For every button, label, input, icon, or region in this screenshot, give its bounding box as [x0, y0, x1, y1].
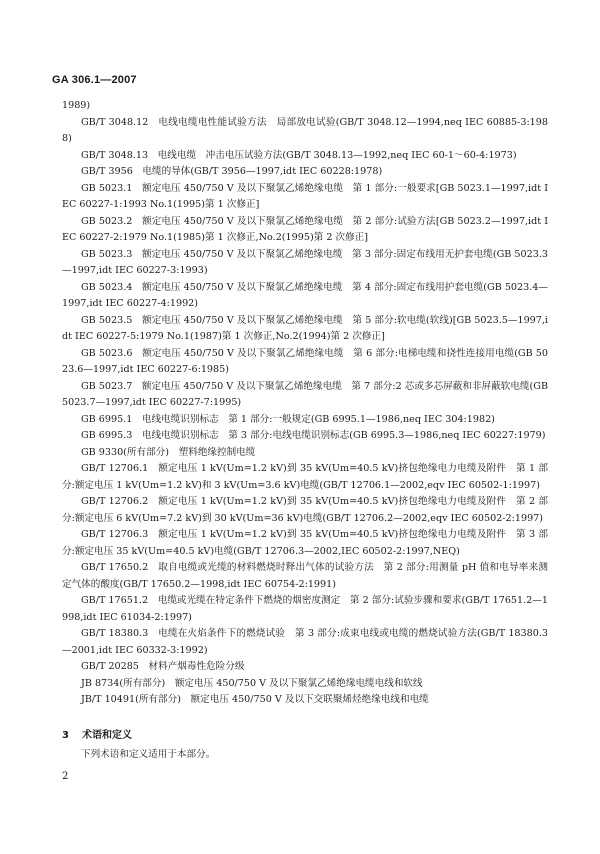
page-number: 2: [62, 771, 69, 782]
reference-item: GB/T 3956 电缆的导体(GB/T 3956—1997,idt IEC 60228:1978): [81, 166, 383, 177]
reference-item: GB/T 12706.2 额定电压 1 kV(Um=1.2 kV)到 35 kV(Um=40.5 kV)挤包绝缘电力电缆及附件 第 2 部分:额定电压 6 kV(Um=7.2 kV)到 30 kV(Um=36 kV)电缆(GB/T 12706.2—2002,eqv IEC 60502-2:1997): [62, 496, 548, 524]
reference-item: GB/T 12706.3 额定电压 1 kV(Um=1.2 kV)到 35 kV(Um=40.5 kV)挤包绝缘电力电缆及附件 第 3 部分:额定电压 35 kV(Um=40.5 kV)电缆(GB/T 12706.3—2002,IEC 60502-2:1997,NEQ): [62, 529, 548, 557]
section-number: 3: [62, 730, 69, 741]
reference-item: GB 5023.6 额定电压 450/750 V 及以下聚氯乙烯绝缘电缆 第 6 部分:电梯电缆和挠性连接用电缆(GB 5023.6—1997,idt IEC 60227-6:1985): [62, 347, 548, 375]
reference-item: GB 6995.3 电线电缆识别标志 第 3 部分:电线电缆识别标志(GB 6995.3—1986,neq IEC 60227:1979): [81, 430, 546, 441]
reference-item: JB/T 10491(所有部分) 额定电压 450/750 V 及以下交联聚烯烃绝缘电线和电缆: [81, 694, 429, 705]
normative-references-list: [62, 98, 548, 709]
reference-item: GB/T 20285 材料产烟毒性危险分级: [81, 661, 245, 672]
section-heading: [62, 726, 132, 741]
reference-item: GB/T 3048.13 电线电缆 冲击电压试验方法(GB/T 3048.13—1992,neq IEC 60-1～60-4:1973): [81, 149, 517, 161]
reference-item: GB 6995.1 电线电缆识别标志 第 1 部分:一般规定(GB 6995.1—1986,neq IEC 304:1982): [81, 413, 495, 425]
reference-item: GB 5023.2 额定电压 450/750 V 及以下聚氯乙烯绝缘电缆 第 2 部分:试验方法[GB 5023.2—1997,idt IEC 60227-2:1979 No.1(1985)第 1 次修正,No.2(1995)第 2 次修正]: [62, 215, 548, 243]
reference-item: GB/T 17650.2 取自电缆或光缆的材料燃烧时释出气体的试验方法 第 2 部分:用测量 pH 值和电导率来测定气体的酸度(GB/T 17650.2—1998,idt IEC 60754-2:1991): [62, 562, 548, 590]
reference-item: GB/T 12706.1 额定电压 1 kV(Um=1.2 kV)到 35 kV(Um=40.5 kV)挤包绝缘电力电缆及附件 第 1 部分:额定电压 1 kV(Um=1.2 kV)和 3 kV(Um=3.6 kV)电缆(GB/T 12706.1—2002,eqv IEC 60502-1:1997): [62, 463, 548, 491]
reference-item: GB/T 17651.2 电缆或光缆在特定条件下燃烧的烟密度测定 第 2 部分:试验步骤和要求(GB/T 17651.2—1998,idt IEC 61034-2:1997): [62, 595, 548, 623]
reference-item: GB/T 18380.3 电缆在火焰条件下的燃烧试验 第 3 部分:成束电线或电缆的燃烧试验方法(GB/T 18380.3—2001,idt IEC 60332-3:1992): [62, 628, 548, 656]
reference-item: GB 5023.5 额定电压 450/750 V 及以下聚氯乙烯绝缘电缆 第 5 部分:软电缆(软线)[GB 5023.5—1997,idt IEC 60227-5:1979 No.1(1987)第 1 次修正,No.2(1994)第 2 次修正]: [62, 314, 548, 342]
reference-item: 1989): [62, 100, 91, 111]
section-intro-text: 下列术语和定义适用于本部分。: [81, 749, 216, 760]
reference-item: GB 5023.4 额定电压 450/750 V 及以下聚氯乙烯绝缘电缆 第 4 部分:固定布线用护套电缆(GB 5023.4—1997,idt IEC 60227-4:1992): [62, 281, 548, 309]
document-code: GA 306.1—2007: [52, 74, 137, 86]
reference-item: GB 5023.1 额定电压 450/750 V 及以下聚氯乙烯绝缘电缆 第 1 部分:一般要求[GB 5023.1—1997,idt IEC 60227-1:1993 No.1(1995)第 1 次修正]: [62, 182, 548, 210]
section-title: 术语和定义: [82, 730, 132, 741]
reference-item: GB 5023.3 额定电压 450/750 V 及以下聚氯乙烯绝缘电缆 第 3 部分:固定布线用无护套电缆(GB 5023.3—1997,idt IEC 60227-3:1993): [62, 248, 548, 276]
reference-item: GB/T 3048.12 电线电缆电性能试验方法 局部放电试验(GB/T 3048.12—1994,neq IEC 60885-3:1988): [62, 116, 548, 144]
reference-item: JB 8734(所有部分) 额定电压 450/750 V 及以下聚氯乙烯绝缘电缆电线和软线: [81, 677, 423, 689]
reference-item: GB 5023.7 额定电压 450/750 V 及以下聚氯乙烯绝缘电缆 第 7 部分:2 芯或多芯屏蔽和非屏蔽软电缆(GB 5023.7—1997,idt IEC 60227-7:1995): [62, 380, 548, 408]
reference-item: GB 9330(所有部分) 塑料绝缘控制电缆: [81, 446, 256, 458]
